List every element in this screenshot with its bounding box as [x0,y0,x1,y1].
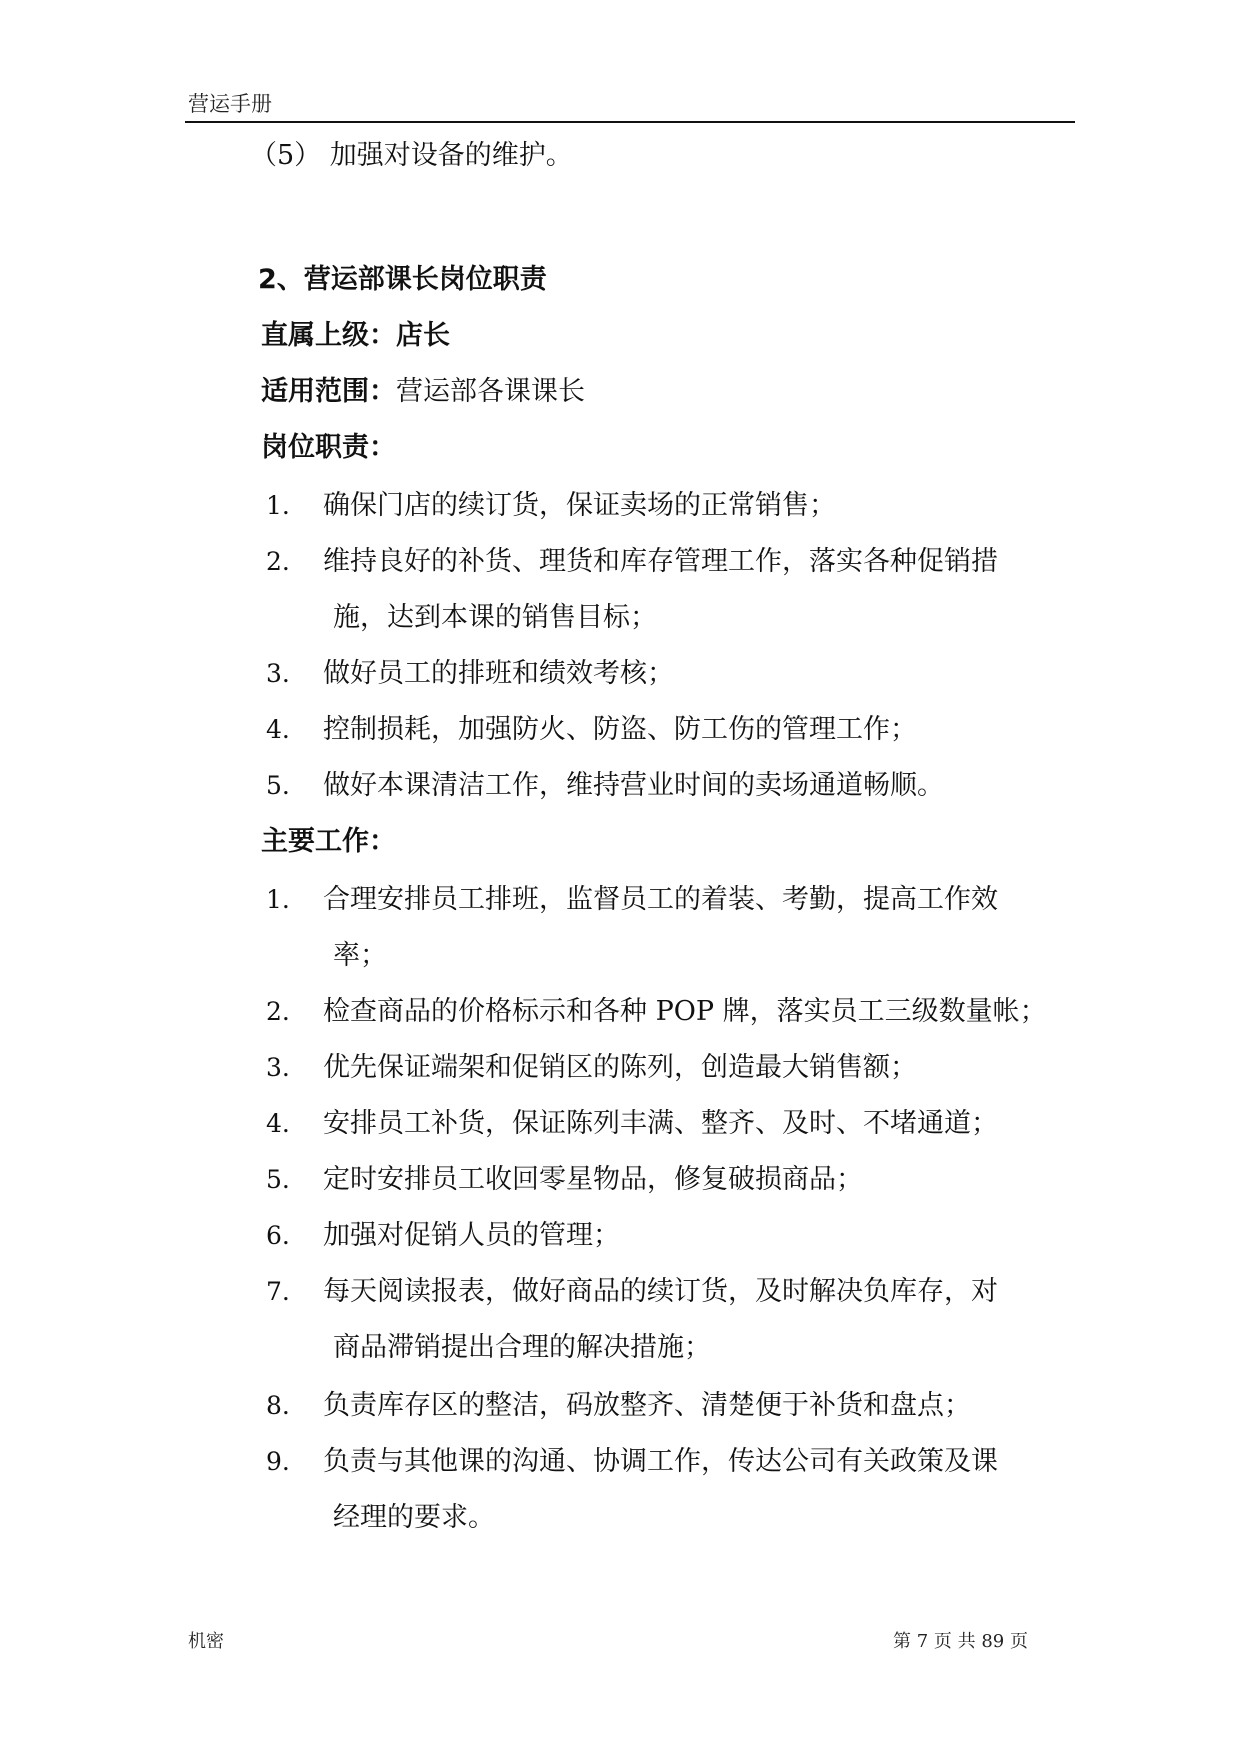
work-text-continued: 经理的要求。 [333,1502,495,1533]
work-number: 7. [266,1277,290,1306]
duty-text: 确保门店的续订货，保证卖场的正常销售； [323,490,836,521]
duty-number: 3. [266,659,290,688]
work-text: 定时安排员工收回零星物品，修复破损商品； [323,1164,863,1195]
work-text: 每天阅读报表，做好商品的续订货，及时解决负库存，对 [323,1276,998,1307]
work-number: 9. [266,1447,290,1476]
duty-number: 4. [266,715,290,744]
section-heading: 2、营运部课长岗位职责 [258,264,547,295]
duty-text: 做好本课清洁工作，维持营业时间的卖场通道畅顺。 [323,770,944,801]
intro-line: （5） 加强对设备的维护。 [250,140,573,171]
duty-text: 维持良好的补货、理货和库存管理工作，落实各种促销措 [323,546,998,577]
work-number: 6. [266,1221,290,1250]
supervisor-value: 店长 [396,320,450,351]
duties-label: 岗位职责： [261,432,396,463]
header-title: 营运手册 [188,92,272,116]
scope-value: 营运部各课课长 [396,376,585,407]
duty-number: 5. [266,771,290,800]
work-text: 检查商品的价格标示和各种 POP 牌，落实员工三级数量帐； [323,996,1047,1027]
work-number: 8. [266,1391,290,1420]
work-text: 安排员工补货，保证陈列丰满、整齐、及时、不堵通道； [323,1108,998,1139]
work-number: 2. [266,997,290,1026]
work-number: 5. [266,1165,290,1194]
scope-row [261,374,585,410]
work-number: 1. [266,885,290,914]
duty-text-continued: 施，达到本课的销售目标； [333,602,657,633]
supervisor-label: 直属上级： [261,320,396,351]
work-text: 负责库存区的整洁，码放整齐、清楚便于补货和盘点； [323,1390,971,1421]
scope-label: 适用范围： [261,376,396,407]
work-text: 负责与其他课的沟通、协调工作，传达公司有关政策及课 [323,1446,998,1477]
duty-text: 控制损耗，加强防火、防盗、防工伤的管理工作； [323,714,917,745]
duty-number: 1. [266,491,290,520]
work-text: 合理安排员工排班，监督员工的着装、考勤，提高工作效 [323,884,998,915]
work-number: 3. [266,1053,290,1082]
work-text-continued: 率； [333,940,387,971]
footer-confidential: 机密 [188,1631,224,1652]
supervisor-row [261,318,450,354]
work-number: 4. [266,1109,290,1138]
work-text: 优先保证端架和促销区的陈列，创造最大销售额； [323,1052,917,1083]
duty-text: 做好员工的排班和绩效考核； [323,658,674,689]
work-text: 加强对促销人员的管理； [323,1220,620,1251]
header-divider [185,121,1075,123]
duty-number: 2. [266,547,290,576]
work-text-continued: 商品滞销提出合理的解决措施； [333,1332,711,1363]
footer-page-info: 第 7 页 共 89 页 [893,1631,1028,1652]
work-label: 主要工作： [261,826,396,857]
